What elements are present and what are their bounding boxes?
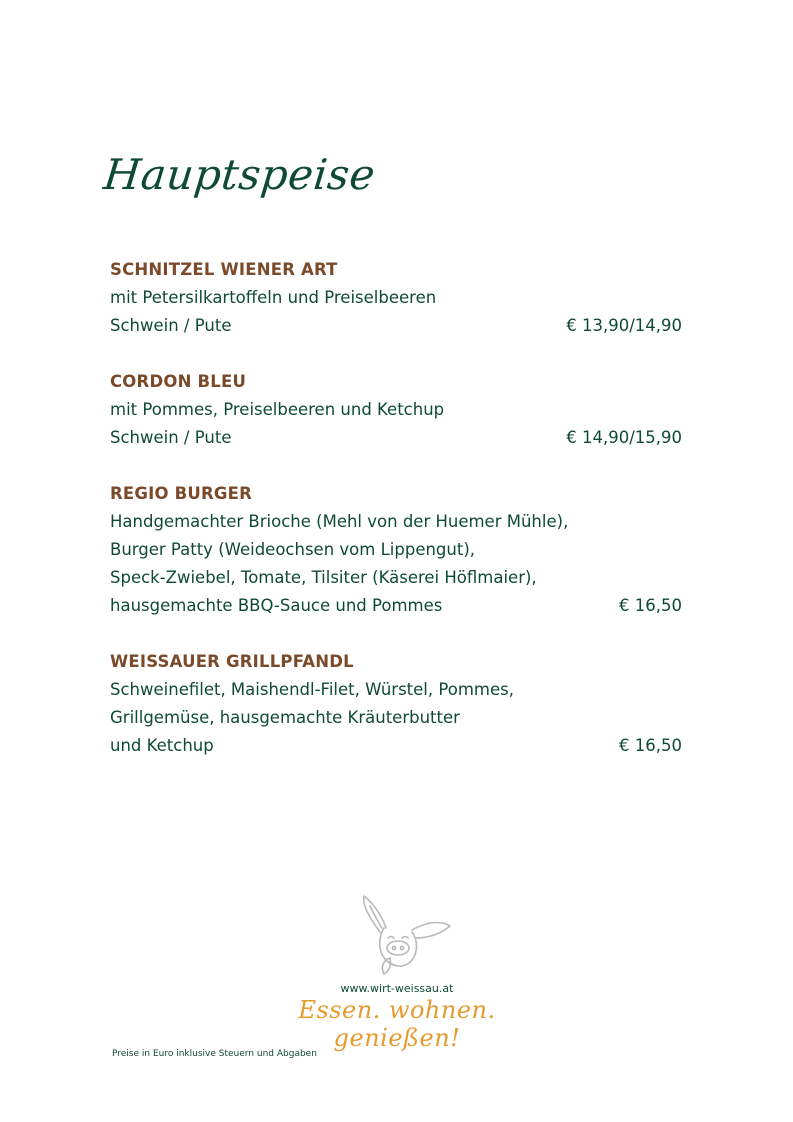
dish-line: [110, 312, 682, 340]
page-title: Hauptspeise: [101, 150, 378, 199]
dish-line: [110, 284, 682, 312]
dish-line: [110, 592, 682, 620]
price-note: Preise in Euro inklusive Steuern und Abgaben: [112, 1049, 317, 1059]
dish-item: [110, 648, 682, 760]
slogan: Essen. wohnen. genießen!: [298, 996, 496, 1052]
dish-description: mit Pommes, Preiselbeeren und Ketchup: [110, 400, 445, 419]
dish-name: CORDON BLEU: [110, 372, 247, 391]
dish-item: [110, 256, 682, 340]
dish-line: [110, 396, 682, 424]
dish-price: € 16,50: [619, 736, 682, 755]
dish-price: € 13,90/14,90: [566, 316, 682, 335]
dish-description: Schwein / Pute: [110, 428, 232, 447]
dish-description: und Ketchup: [110, 736, 214, 755]
dish-line: [110, 424, 682, 452]
dish-description: Handgemachter Brioche (Mehl von der Huemer Mühle),: [110, 512, 569, 531]
dish-line: [110, 508, 682, 536]
dish-line: [110, 676, 682, 704]
dish-description: Schwein / Pute: [110, 316, 232, 335]
dish-description: mit Petersilkartoffeln und Preiselbeeren: [110, 288, 437, 307]
dish-line: [110, 704, 682, 732]
dish-price: € 16,50: [619, 596, 682, 615]
menu-list: [110, 256, 682, 788]
dish-description: hausgemachte BBQ-Sauce und Pommes: [110, 596, 443, 615]
dish-description: Schweinefilet, Maishendl-Filet, Würstel, Pommes,: [110, 680, 514, 699]
dish-line: [110, 564, 682, 592]
website-link[interactable]: www.wirt-weissau.at: [340, 982, 454, 995]
dish-description: Grillgemüse, hausgemachte Kräuterbutter: [110, 708, 460, 727]
dish-item: [110, 368, 682, 452]
dish-line: [110, 732, 682, 760]
dish-name: REGIO BURGER: [110, 484, 253, 503]
dish-description: Burger Patty (Weideochsen vom Lippengut),: [110, 540, 476, 559]
dish-name: SCHNITZEL WIENER ART: [110, 260, 338, 279]
dish-line: [110, 536, 682, 564]
dish-price: € 14,90/15,90: [566, 428, 682, 447]
dish-description: Speck-Zwiebel, Tomate, Tilsiter (Käserei Höflmaier),: [110, 568, 537, 587]
pig-logo-icon: [340, 894, 460, 984]
dish-item: [110, 480, 682, 620]
dish-name: WEISSAUER GRILLPFANDL: [110, 652, 354, 671]
